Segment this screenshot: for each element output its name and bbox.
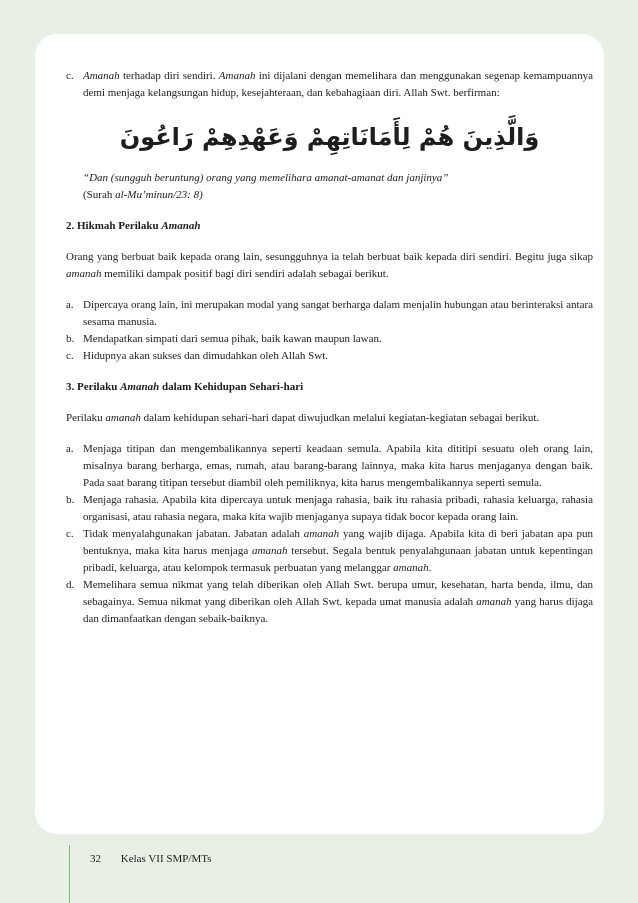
paragraph-perilaku: Perilaku amanah dalam kehidupan sehari-hari dapat diwujudkan melalui kegiatan-kegiatan sebagai berikut. <box>66 412 540 424</box>
section-heading-hikmah: 2. Hikmah Perilaku Amanah <box>66 220 201 232</box>
list-marker: d. <box>66 579 75 591</box>
list-item-text: Memelihara semua nikmat yang telah diberikan oleh Allah Swt. berupa umur, kesehatan, harta benda, ilmu, dan sebagainya. Semua nikmat yang diberikan oleh Allah Swt. kepada umat manusia adalah amanah yang harus dijaga dan dimanfaatkan dengan sebaik-baiknya. <box>83 579 593 625</box>
list-item-text: Amanah terhadap diri sendiri. Amanah ini dijalani dengan memelihara dan menggunakan segenap kemampuannya demi menjaga kelangsungan hidup, kesejahteraan, dan kebahagiaan diri. Allah Swt. berfirman: <box>83 70 593 99</box>
section-heading-perilaku: 3. Perilaku Amanah dalam Kehidupan Sehari-hari <box>66 381 304 393</box>
list-marker: a. <box>66 299 74 311</box>
list-item-text: Tidak menyalahgunakan jabatan. Jabatan adalah amanah yang wajib dijaga. Apabila kita di beri jabatan apa pun bentuknya, maka kita harus menjaga amanah tersebut. Segala bentuk penyalahgunaan jabatan untuk kepentingan pribadi, keluarga, atau kelompok termasuk perbuatan yang melanggar amanah. <box>83 528 593 574</box>
list-item-text: Menjaga rahasia. Apabila kita dipercaya untuk menjaga rahasia, baik itu rahasia pribadi, rahasia keluarga, rahasia organisasi, atau rahasia negara, maka kita wajib menjaganya supaya tidak bocor kepada orang lain. <box>83 494 593 523</box>
list-marker: c. <box>66 528 74 540</box>
page-footer <box>69 845 212 903</box>
list-item <box>66 331 593 348</box>
list-marker: b. <box>66 494 75 506</box>
list-marker: c. <box>66 350 74 362</box>
list-item <box>66 441 593 492</box>
list-item-c-amanah-self <box>66 68 593 102</box>
list-item <box>66 577 593 628</box>
list-item-text: Dipercaya orang lain, ini merupakan modal yang sangat berharga dalam menjalin hubungan atau berinteraksi antara sesama manusia. <box>83 299 593 328</box>
list-item <box>66 348 593 365</box>
footer-text <box>90 853 211 865</box>
list-marker: c. <box>66 70 74 82</box>
arabic-verse-row <box>66 116 593 158</box>
page-number: 32 <box>90 853 101 865</box>
italic-term: Amanah <box>83 70 120 82</box>
verse-translation: “Dan (sungguh beruntung) orang yang memelihara amanat-amanat dan janjinya” <box>83 172 449 184</box>
list-marker: b. <box>66 333 75 345</box>
verse-source: (Surah al-Mu’minun/23: 8) <box>83 189 203 201</box>
list-marker: a. <box>66 443 74 455</box>
list-item-text: Hidupnya akan sukses dan dimudahkan oleh Allah Swt. <box>83 350 329 362</box>
list-item <box>66 526 593 577</box>
page-content <box>66 68 593 628</box>
list-item-text: Mendapatkan simpati dari semua pihak, baik kawan maupun lawan. <box>83 333 382 345</box>
page-sheet <box>35 34 604 834</box>
list-perilaku <box>66 441 593 628</box>
list-item <box>66 492 593 526</box>
italic-term: Amanah <box>218 70 256 82</box>
book-title: Kelas VII SMP/MTs <box>120 853 212 865</box>
list-item <box>66 297 593 331</box>
list-item-text: Menjaga titipan dan mengembalikannya seperti keadaan semula. Apabila kita dititipi sesuatu oleh orang lain, misalnya barang berharga, emas, rumah, atau barang-barang lainnya, maka kita harus menjaganya dengan baik. Pada saat barang titipan tersebut diambil oleh pemiliknya, kita harus mengembalikannya seperti semula. <box>83 443 593 489</box>
paragraph-hikmah: Orang yang berbuat baik kepada orang lain, sesungguhnya ia telah berbuat baik kepada diri sendiri. Begitu juga sikap amanah memiliki dampak positif bagi diri sendiri adalah sebagai berikut. <box>66 251 593 280</box>
list-hikmah <box>66 297 593 365</box>
arabic-verse: وَالَّذِينَ هُمْ لِأَمَانَاتِهِمْ وَعَهْدِهِمْ رَاعُونَ <box>119 123 540 151</box>
